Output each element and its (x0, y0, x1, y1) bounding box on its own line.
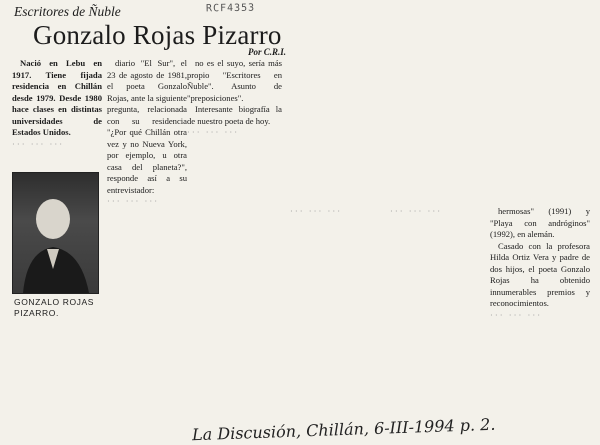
illegible-text: ··· ··· ··· (490, 309, 543, 320)
illegible-text: ··· ··· ··· (187, 127, 240, 137)
column-3-biography-intro: Interesante biografía la de nuestro poeta de hoy. (187, 104, 282, 126)
illegible-text: ··· ··· ··· (290, 206, 343, 216)
handwritten-source-note: La Discusión, Chillán, 6-III-1994 p. 2. (191, 414, 496, 445)
headline: Gonzalo Rojas Pizarro (33, 20, 282, 50)
column-6-awards: Casado con la profesora Hilda Ortiz Vera y padre de dos hijos, el poeta Gonzalo Rojas ha obtenido innumerables premios y reconocimientos. (490, 240, 590, 308)
archive-stamp: RCF4353 (205, 2, 256, 15)
illegible-text: ··· ··· ··· (390, 206, 443, 216)
article-column-3 (187, 58, 282, 139)
article-column-6 (490, 206, 590, 321)
illegible-text: ··· ··· ··· (107, 196, 160, 206)
portrait-photo (12, 172, 99, 294)
portrait-silhouette (13, 173, 98, 293)
column-2-opening: diario "El Sur", el 23 de agosto de 1981, el poeta Gonzalo Rojas, ante la siguiente pregunta, relacionada con su residencia "¿Por qué Chillán otra vez y no Nueva York, por ejemplo, u otra casa del planeta?", responde así a su entrevistador: (107, 58, 187, 195)
article-column-1 (12, 58, 102, 150)
column-6-opening: hermosas" (1991) y "Playa con andróginos" (1992), en alemán. (490, 206, 590, 239)
photo-caption (14, 297, 104, 319)
column-3-opening: no es el suyo, sería más propio "Escritores en Ñuble". Asunto de "preposiciones". (187, 58, 282, 103)
photo-caption-line-1: GONZALO ROJAS (14, 297, 95, 307)
series-title: Escritores de Ñuble (14, 4, 121, 19)
illegible-text: ··· ··· ··· (12, 138, 65, 149)
photo-caption-line-2: PIZARRO. (14, 308, 59, 318)
article-column-5 (390, 206, 485, 218)
article-lead: Nació en Lebu en 1917. Tiene fijada residencia en Chillán desde 1979. Desde 1980 hace clases en distintas universidades de Estados Unidos. (12, 58, 102, 137)
article-column-4 (290, 206, 385, 218)
byline: Por C.R.I. (248, 47, 287, 57)
article-column-2 (107, 58, 187, 208)
